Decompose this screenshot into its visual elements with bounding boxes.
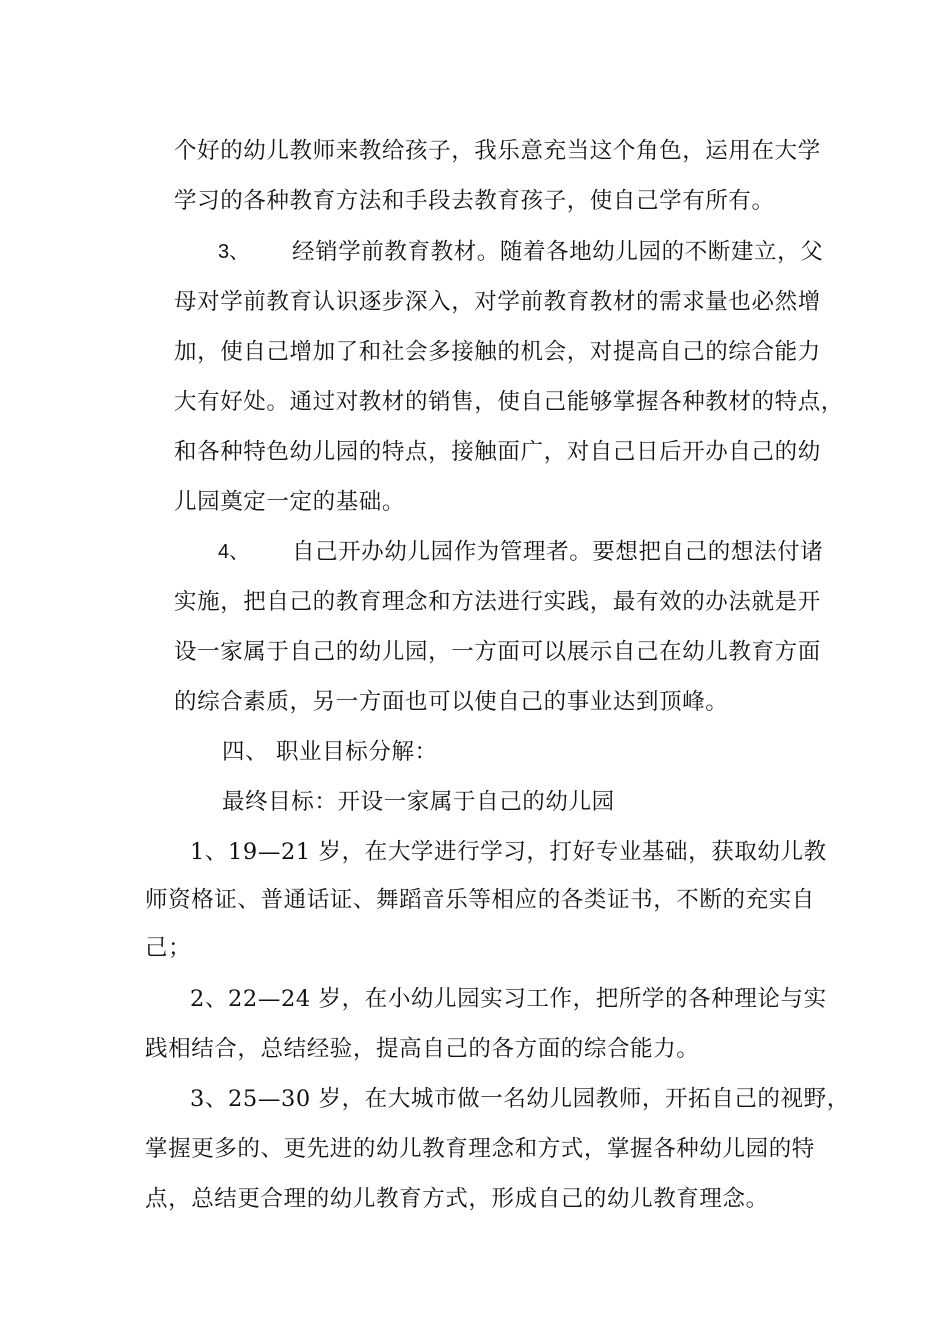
paragraph-line: 设一家属于自己的幼儿园，一方面可以展示自己在幼儿教育方面 [174,639,821,665]
paragraph-line: 己； [145,935,192,961]
paragraph-line: 掌握更多的、更先进的幼儿教育理念和方式，掌握各种幼儿园的特 [145,1136,815,1162]
paragraph-line: 师资格证、普通话证、舞蹈音乐等相应的各类证书，不断的充实自 [145,887,815,913]
paragraph-line: 加，使自己增加了和社会多接触的机会，对提高自己的综合能力 [174,339,821,365]
paragraph-line: 和各种特色幼儿园的特点，接触面广，对自己日后开办自己的幼 [174,439,821,465]
goal-statement: 最终目标：开设一家属于自己的幼儿园 [222,789,615,815]
paragraph-line: 个好的幼儿教师来教给孩子，我乐意充当这个角色，运用在大学 [174,138,821,164]
paragraph-line: 1、19—21 岁，在大学进行学习，打好专业基础，获取幼儿教 [190,839,827,865]
paragraph-line: 母对学前教育认识逐步深入，对学前教育教材的需求量也必然增 [174,289,821,315]
item-number: 3、 [218,241,250,263]
item-number: 4、 [218,541,250,563]
section-heading: 四、 职业目标分解： [222,739,438,765]
paragraph-line: 自己开办幼儿园作为管理者。要想把自己的想法付诸 [292,539,824,565]
paragraph-line: 3、25—30 岁，在大城市做一名幼儿园教师，开拓自己的视野， [190,1086,850,1112]
paragraph-line: 的综合素质，另一方面也可以使自己的事业达到顶峰。 [174,689,729,715]
paragraph-line: 实施，把自己的教育理念和方法进行实践，最有效的办法就是开 [174,589,821,615]
paragraph-line: 大有好处。通过对教材的销售，使自己能够掌握各种教材的特点， [174,389,844,415]
paragraph-line: 经销学前教育教材。随着各地幼儿园的不断建立，父 [292,239,824,265]
paragraph-line: 儿园奠定一定的基础。 [174,489,406,515]
paragraph-line: 践相结合，总结经验，提高自己的各方面的综合能力。 [145,1036,700,1062]
paragraph-line: 点，总结更合理的幼儿教育方式，形成自己的幼儿教育理念。 [145,1186,769,1212]
paragraph-line: 学习的各种教育方法和手段去教育孩子，使自己学有所有。 [174,188,775,214]
paragraph-line: 2、22—24 岁，在小幼儿园实习工作，把所学的各种理论与实 [190,986,827,1012]
